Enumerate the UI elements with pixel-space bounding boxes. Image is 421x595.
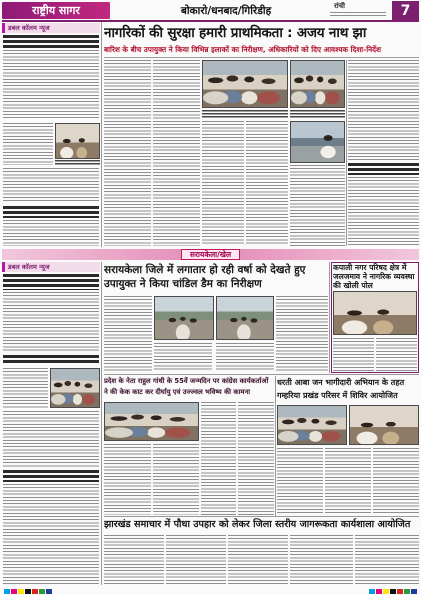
city-label: रांची: [334, 2, 345, 10]
body-text: [355, 535, 419, 585]
body-text: [325, 448, 371, 515]
body-text: [348, 60, 419, 160]
sub-headline: [3, 274, 99, 290]
body-text: [228, 535, 288, 585]
photo-caption: [290, 110, 345, 118]
body-text: [154, 343, 212, 372]
news-photo: [277, 405, 347, 445]
body-text: [238, 402, 274, 515]
photo-caption: [202, 110, 288, 118]
body-text: [153, 444, 199, 515]
body-text: [104, 60, 151, 246]
dharti-aaba-headline: धरती आबा जन भागीदारी अभियान के तहत गम्हरिया प्रखंड परिसर में शिविर आयोजित: [277, 378, 405, 400]
body-text: [216, 343, 274, 372]
body-text: [202, 121, 244, 246]
registration-swatches-right: [369, 589, 417, 594]
registration-swatch: [411, 589, 417, 594]
body-text: [104, 296, 152, 372]
body-text: [104, 535, 164, 585]
news-photo: [50, 368, 100, 408]
registration-swatch: [46, 589, 52, 594]
body-text: [201, 402, 236, 515]
body-text: [3, 50, 99, 120]
news-photo: [202, 60, 288, 108]
lead-subhead: बारिश के बीच उपायुक्त ने किया विभिन्न इलाकों का निरीक्षण, अधिकारियों को दिए आवश्यक दिशा-निर्देश: [104, 45, 381, 54]
news-photo: [104, 402, 199, 441]
news-photo: [290, 60, 345, 108]
sub-headline: [3, 355, 99, 365]
page-number: 7: [392, 1, 419, 20]
dam-inspection-headline: सरायकेला जिले में लगातार हो रही वर्षा को देखते हुए उपायुक्त ने किया चांडिल डैम का निरीक्षण: [104, 264, 306, 290]
bottom-headline: झारखंड समाचार में पौधा उपहार को लेकर जिला स्तरीय जागरूकता कार्यशाला आयोजित: [104, 519, 411, 530]
body-text: [153, 60, 200, 246]
registration-swatch: [404, 589, 410, 594]
edition-title: बोकारो/धनबाद/गिरिडीह: [180, 5, 272, 17]
color-registration-bar: [0, 588, 421, 595]
news-photo: [154, 296, 214, 340]
body-text: [3, 168, 99, 203]
column-rule: [101, 22, 102, 247]
story-rule: [104, 374, 419, 375]
body-text: [246, 121, 288, 246]
body-text: [373, 448, 419, 515]
sub-headline: [3, 206, 99, 218]
header-rule: [2, 20, 419, 22]
registration-swatch: [32, 589, 38, 594]
registration-swatches-left: [4, 589, 52, 594]
news-photo: [216, 296, 274, 340]
masthead-logo: राष्ट्रीय सागर: [2, 2, 110, 19]
body-text: [276, 296, 328, 372]
kapali-headline: कपाली नगर परिषद क्षेत्र में जलजमाव ने नागरिक व्यवस्था की खोली पोल: [333, 263, 415, 289]
column-rule: [101, 262, 102, 585]
body-text: [3, 292, 99, 352]
body-text: [3, 123, 53, 165]
body-text: [277, 448, 323, 515]
registration-swatch: [11, 589, 17, 594]
body-text: [3, 220, 99, 246]
body-text: [104, 444, 151, 515]
registration-swatch: [18, 589, 24, 594]
story-rule: [104, 516, 419, 517]
registration-swatch: [397, 589, 403, 594]
lead-rule: [104, 57, 419, 58]
lead-headline: नागरिकों की सुरक्षा हमारी प्राथमिकता : अजय नाथ झा: [104, 25, 367, 41]
column-rule: [346, 60, 347, 246]
photo-caption: [55, 160, 100, 165]
body-text: [290, 165, 345, 246]
registration-swatch: [369, 589, 375, 594]
section-band: [2, 249, 419, 260]
column-rule: [275, 376, 276, 516]
body-text: [3, 411, 99, 468]
news-photo: [349, 405, 419, 445]
registration-swatch: [390, 589, 396, 594]
registration-swatch: [376, 589, 382, 594]
body-text: [376, 338, 417, 371]
dateline: [330, 12, 386, 18]
section-label: सरायकेला/खेल: [181, 249, 240, 260]
news-photo: [333, 291, 417, 335]
news-photo: [55, 123, 100, 159]
double-column-label: डबल कॉलम न्यूज: [2, 23, 100, 33]
body-text: [166, 535, 226, 585]
body-text: [3, 484, 99, 585]
sub-headline: [3, 470, 99, 482]
news-photo: [290, 121, 345, 163]
sub-headline: [348, 163, 419, 175]
registration-swatch: [25, 589, 31, 594]
body-text: [290, 535, 353, 585]
registration-swatch: [39, 589, 45, 594]
rahul-birthday-headline: प्रदेश के नेता राहुल गांधी के 55वें जन्मदिन पर कांग्रेस कार्यकर्ताओं ने की केक काट कर दीर्घायु एवं उज्ज्वल भविष्य की कामना: [104, 377, 269, 396]
sub-headline: [3, 35, 99, 48]
column-rule: [329, 262, 330, 373]
registration-swatch: [4, 589, 10, 594]
body-text: [333, 338, 374, 371]
registration-swatch: [383, 589, 389, 594]
body-text: [348, 177, 419, 246]
double-column-label: डबल कॉलम न्यूज: [2, 262, 100, 272]
body-text: [3, 368, 48, 408]
